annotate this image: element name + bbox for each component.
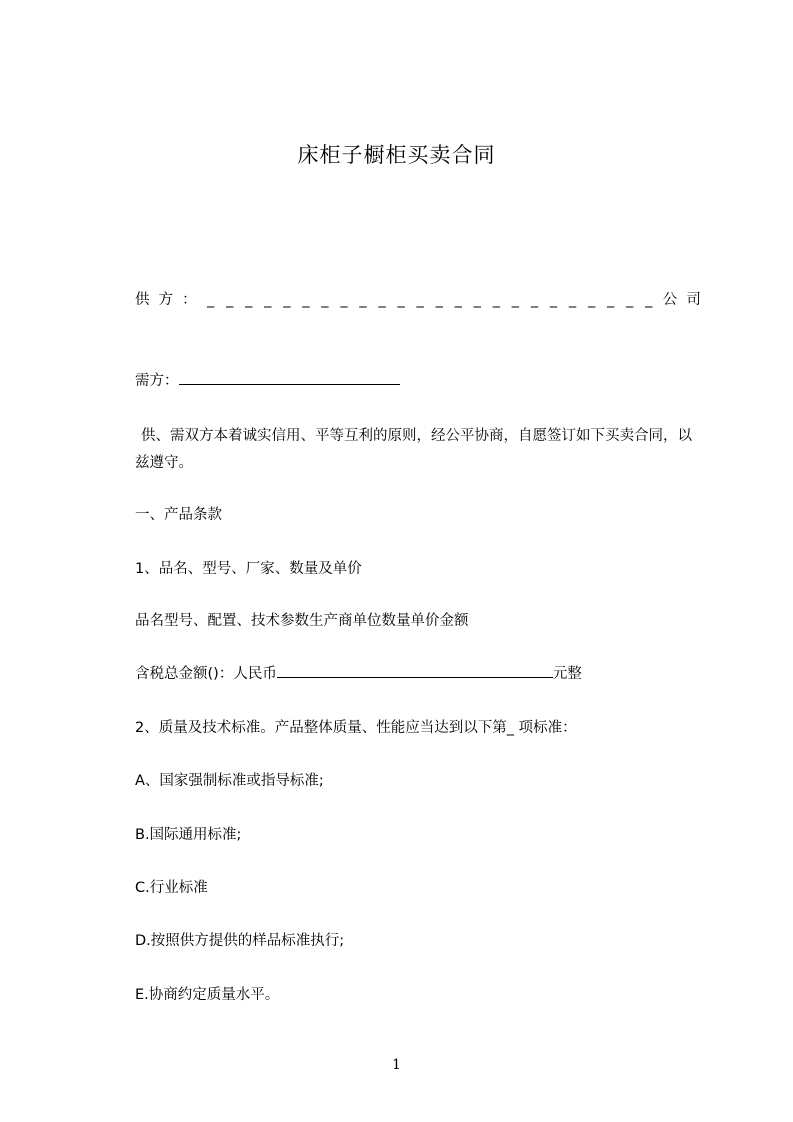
item2-text: 2、质量及技术标准。产品整体质量、性能应当达到以下第_ 项标准： — [135, 720, 577, 736]
supplier-char: 供 — [135, 292, 150, 308]
supplier-char: 方 — [158, 292, 174, 308]
supplier-char: 公 — [662, 292, 678, 308]
table-header-text: 品名型号、配置、技术参数生产商单位数量单价金额 — [135, 613, 469, 629]
supplier-char: _ — [245, 292, 253, 308]
option-e: E.协商约定质量水平。 — [135, 987, 280, 1003]
option-a: A、国家强制标准或指导标准; — [135, 773, 324, 789]
supplier-char: _ — [416, 292, 424, 308]
supplier-char: 司 — [686, 292, 701, 308]
total-blank — [277, 663, 553, 678]
supplier-char: _ — [340, 292, 348, 308]
section1-heading: 一、产品条款 — [135, 507, 222, 523]
buyer-blank — [179, 370, 400, 385]
supplier-char: _ — [607, 292, 615, 308]
intro-paragraph: 供、需双方本着诚实信用、平等互利的原则，经公平协商，自愿签订如下买卖合同，以兹遵守。 — [135, 428, 692, 471]
buyer-line — [135, 369, 705, 393]
supplier-char: _ — [378, 292, 386, 308]
supplier-char: _ — [530, 292, 539, 308]
option-d: D.按照供方提供的样品标准执行; — [135, 933, 345, 949]
total-suffix: 元整 — [552, 666, 582, 682]
supplier-char: _ — [283, 292, 291, 308]
supplier-char: _ — [645, 292, 653, 308]
supplier-char: _ — [359, 292, 367, 308]
supplier-char: _ — [264, 292, 272, 308]
supplier-char: _ — [207, 292, 215, 308]
supplier-char: _ — [568, 292, 577, 308]
supplier-char: ： — [182, 292, 197, 308]
supplier-char: _ — [473, 292, 481, 308]
supplier-char: _ — [549, 292, 558, 308]
buyer-label: 需方： — [135, 373, 179, 389]
supplier-char: _ — [626, 292, 634, 308]
supplier-char: _ — [226, 292, 234, 308]
supplier-char: _ — [587, 292, 596, 308]
option-b: B.国际通用标准; — [135, 827, 242, 843]
page-number: 1 — [392, 1057, 401, 1073]
supplier-char: _ — [492, 292, 500, 308]
option-c: C.行业标准 — [135, 880, 208, 896]
item1-text: 1、品名、型号、厂家、数量及单价 — [135, 561, 362, 577]
document-title: 床柜子橱柜买卖合同 — [297, 143, 496, 167]
supplier-char: _ — [321, 292, 329, 308]
total-label: 含税总金额()：人民币 — [135, 666, 277, 682]
supplier-char: _ — [454, 292, 462, 308]
total-amount-line — [135, 662, 705, 686]
supplier-char: _ — [435, 292, 443, 308]
supplier-line — [135, 288, 701, 312]
supplier-char: _ — [302, 292, 310, 308]
supplier-char: _ — [511, 292, 520, 308]
supplier-char: _ — [397, 292, 405, 308]
